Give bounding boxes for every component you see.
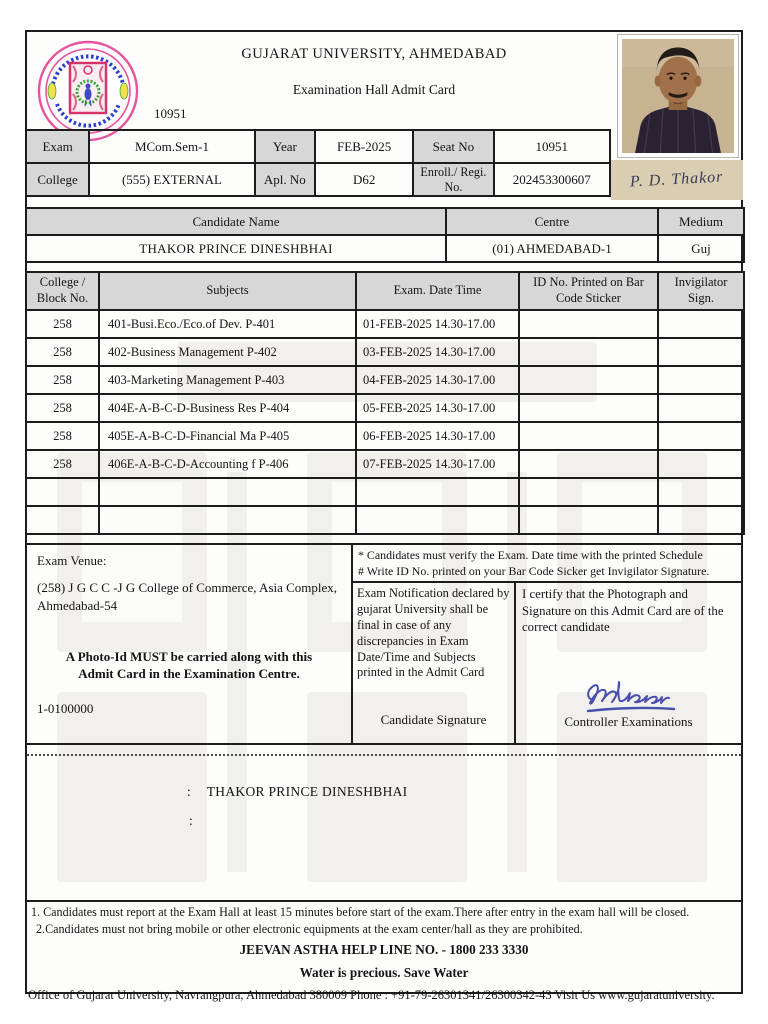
college-value: (555) EXTERNAL	[89, 163, 255, 196]
subject-row: 258 406E-A-B-C-D-Accounting f P-406 07-FEB-2025 14.30-17.00	[26, 450, 744, 478]
exam-notification-text: Exam Notification declared by gujarat University shall be final in case of any discrepancies in Exam Date/Time and Subjects printed in the Admit Card	[357, 586, 510, 680]
certify-text: I certify that the Photograph and Signature on this Admit Card are of the correct candidate	[522, 587, 724, 635]
footer-rule-1: 1. Candidates must report at the Exam Hall at least 15 minutes before start of the exam.There after entry in the exam hall will be closed.	[31, 905, 690, 919]
enroll-value: 202453300607	[494, 163, 610, 196]
medium-header: Medium	[658, 208, 744, 235]
candidate-photo	[617, 34, 739, 158]
admit-card	[25, 30, 743, 1002]
apl-no-value: D62	[315, 163, 413, 196]
enroll-label: Enroll./ Regi. No.	[413, 163, 493, 196]
datetime-header: Exam. Date Time	[356, 272, 519, 310]
seat-no-label: Seat No	[413, 130, 493, 163]
exam-notification-cell	[353, 583, 516, 743]
perforation-line	[27, 754, 741, 756]
exam-value: MCom.Sem-1	[89, 130, 255, 163]
university-title: GUJARAT UNIVERSITY, AHMEDABAD	[241, 46, 507, 62]
slip-colon: :	[189, 813, 193, 828]
exam-venue-address: (258) J G C C -J G College of Commerce, Asia Complex, Ahmedabad-54	[37, 580, 338, 613]
subject-row: 258 403-Marketing Management P-403 04-FEB-2025 14.30-17.00	[26, 366, 744, 394]
candidate-signature-label: Candidate Signature	[380, 712, 487, 728]
centre-value: (01) AHMEDABAD-1	[446, 235, 658, 262]
footer-rule-2: 2.Candidates must not bring mobile or other electronic equipments at the exam center/hall as they are prohibited.	[36, 922, 583, 936]
subjects-table	[25, 271, 745, 535]
card-title: Examination Hall Admit Card	[292, 82, 456, 97]
verify-line-1: * Candidates must verify the Exam. Date time with the printed Schedule	[358, 548, 703, 562]
subjects-header: Subjects	[99, 272, 356, 310]
photo-signature: P. D. Thakor	[611, 160, 743, 200]
footer-notes	[27, 900, 741, 1002]
office-address: Office of Gujarat University, Navrangpura, Ahmedabad 380009 Phone : +91-79-26301341/26300342-43 Visit Us www.gujaratuniversity.	[28, 988, 715, 1002]
exam-venue-box	[27, 545, 353, 743]
college-label: College	[26, 163, 89, 196]
water-slogan: Water is precious. Save Water	[299, 965, 469, 980]
slip-colon: :	[187, 784, 191, 799]
seat-no-value: 10951	[494, 130, 610, 163]
notes-box	[353, 545, 741, 743]
block-no-header: College / Block No.	[26, 272, 99, 310]
certify-cell	[516, 583, 741, 743]
medium-value: Guj	[658, 235, 744, 262]
seat-number-plain: 10951	[154, 106, 187, 121]
exam-venue-label: Exam Venue:	[37, 553, 107, 568]
subject-row: 258 402-Business Management P-402 03-FEB-2025 14.30-17.00	[26, 338, 744, 366]
candidate-table	[25, 207, 745, 263]
year-label: Year	[255, 130, 315, 163]
subject-row: 258 404E-A-B-C-D-Business Res P-404 05-FEB-2025 14.30-17.00	[26, 394, 744, 422]
info-row	[26, 130, 610, 163]
slip-candidate-name: THAKOR PRINCE DINESHBHAI	[206, 784, 408, 799]
subject-row-empty	[26, 506, 744, 534]
helpline-text: JEEVAN ASTHA HELP LINE NO. - 1800 233 3330	[239, 942, 529, 957]
slip-empty-line	[189, 813, 193, 829]
apl-no-label: Apl. No	[255, 163, 315, 196]
info-row	[26, 163, 610, 196]
subject-row: 258 401-Busi.Eco./Eco.of Dev. P-401 01-FEB-2025 14.30-17.00	[26, 310, 744, 338]
venue-notes-section	[27, 543, 741, 745]
verify-line-2: # Write ID No. printed on your Bar Code Sicker get Invigilator Signature.	[358, 564, 710, 579]
candidate-name-value: THAKOR PRINCE DINESHBHAI	[26, 235, 446, 262]
barcode-id-header: ID No. Printed on Bar Code Sticker	[519, 272, 658, 310]
invigilator-header: Invigilator Sign.	[658, 272, 744, 310]
candidate-header-row	[26, 208, 744, 235]
slip-name-line	[187, 784, 407, 800]
centre-header: Centre	[446, 208, 658, 235]
candidate-value-row	[26, 235, 744, 262]
subject-row: 258 405E-A-B-C-D-Financial Ma P-405 06-FEB-2025 14.30-17.00	[26, 422, 744, 450]
exam-info-table	[25, 129, 611, 197]
exam-label: Exam	[26, 130, 89, 163]
university-seal-logo	[37, 40, 139, 142]
subjects-header-row	[26, 272, 744, 310]
year-value: FEB-2025	[315, 130, 413, 163]
subject-row-empty	[26, 478, 744, 506]
photo-id-note: A Photo-Id MUST be carried along with this Admit Card in the Examination Centre.	[65, 649, 313, 681]
verify-notes	[353, 545, 741, 583]
controller-examinations-label: Controller Examinations	[564, 714, 693, 730]
venue-code: 1-0100000	[37, 701, 94, 716]
candidate-name-header: Candidate Name	[26, 208, 446, 235]
